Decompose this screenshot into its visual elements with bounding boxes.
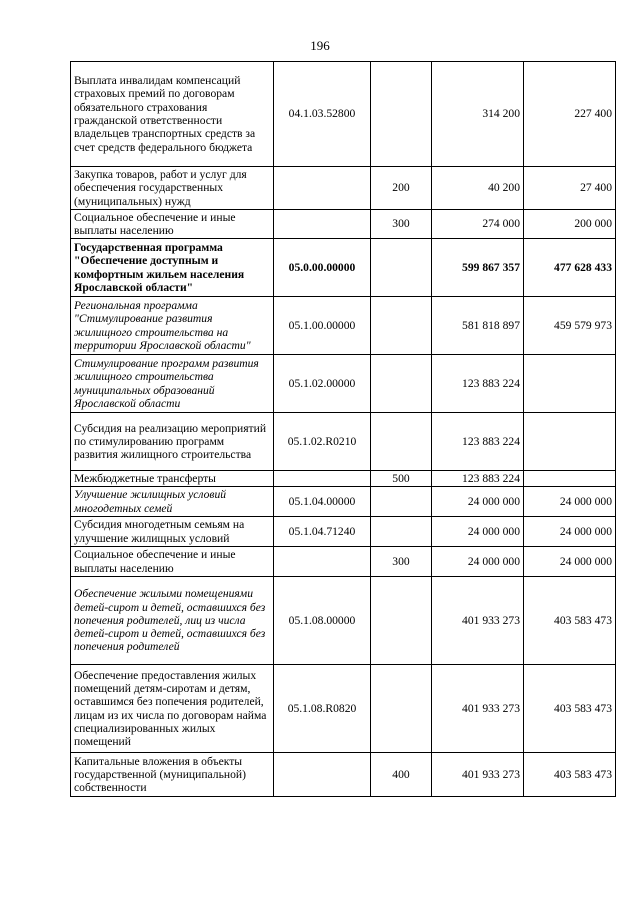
row-amount-year2-cell: [524, 471, 616, 487]
row-amount-year2-cell: 403 583 473: [524, 665, 616, 753]
row-name-cell: Выплата инвалидам компенсаций страховых премий по договорам обязательного страхования гражданской ответственности владельцев транспортных средств за счет средств федерального бюджета: [71, 62, 274, 167]
table-row: [71, 62, 616, 167]
table-row: [71, 577, 616, 665]
table-row: [71, 239, 616, 297]
table-row: [71, 753, 616, 797]
row-expense-type-cell: 400: [371, 753, 432, 797]
row-code-cell: 05.1.00.00000: [274, 297, 371, 355]
row-amount-year1-cell: 24 000 000: [432, 487, 524, 517]
row-amount-year2-cell: 24 000 000: [524, 547, 616, 577]
row-code-cell: [274, 753, 371, 797]
row-code-cell: 05.1.08.00000: [274, 577, 371, 665]
row-code-cell: 05.1.02.00000: [274, 355, 371, 413]
table-row: [71, 413, 616, 471]
row-expense-type-cell: [371, 62, 432, 167]
row-expense-type-cell: [371, 413, 432, 471]
row-name-cell: Социальное обеспечение и иные выплаты населению: [71, 547, 274, 577]
row-amount-year2-cell: 459 579 973: [524, 297, 616, 355]
row-amount-year1-cell: 24 000 000: [432, 547, 524, 577]
row-code-cell: 05.1.04.71240: [274, 517, 371, 547]
row-amount-year2-cell: 477 628 433: [524, 239, 616, 297]
row-code-cell: [274, 547, 371, 577]
row-amount-year2-cell: 403 583 473: [524, 753, 616, 797]
row-amount-year2-cell: [524, 355, 616, 413]
row-amount-year1-cell: 123 883 224: [432, 355, 524, 413]
table-row: [71, 487, 616, 517]
row-name-cell: Закупка товаров, работ и услуг для обеспечения государственных (муниципальных) нужд: [71, 167, 274, 210]
row-expense-type-cell: 300: [371, 210, 432, 239]
row-expense-type-cell: 300: [371, 547, 432, 577]
table-row: [71, 355, 616, 413]
row-amount-year1-cell: 123 883 224: [432, 471, 524, 487]
budget-table-body: [71, 62, 616, 797]
row-expense-type-cell: [371, 665, 432, 753]
row-expense-type-cell: [371, 239, 432, 297]
row-amount-year1-cell: 123 883 224: [432, 413, 524, 471]
row-expense-type-cell: [371, 577, 432, 665]
row-code-cell: 05.1.02.R0210: [274, 413, 371, 471]
row-code-cell: [274, 210, 371, 239]
table-row: [71, 167, 616, 210]
row-code-cell: [274, 471, 371, 487]
row-name-cell: Межбюджетные трансферты: [71, 471, 274, 487]
row-code-cell: 05.1.08.R0820: [274, 665, 371, 753]
table-row: [71, 210, 616, 239]
row-amount-year1-cell: 581 818 897: [432, 297, 524, 355]
row-name-cell: Обеспечение предоставления жилых помещений детям-сиротам и детям, оставшимся без попечения родителей, лицам из их числа по договорам найма специализированных жилых помещений: [71, 665, 274, 753]
table-row: [71, 297, 616, 355]
row-amount-year2-cell: 24 000 000: [524, 487, 616, 517]
row-code-cell: [274, 167, 371, 210]
row-expense-type-cell: [371, 355, 432, 413]
row-expense-type-cell: [371, 297, 432, 355]
row-code-cell: 05.1.04.00000: [274, 487, 371, 517]
row-expense-type-cell: [371, 517, 432, 547]
row-amount-year2-cell: 227 400: [524, 62, 616, 167]
row-amount-year2-cell: 27 400: [524, 167, 616, 210]
row-amount-year2-cell: [524, 413, 616, 471]
page-number: 196: [310, 38, 330, 53]
row-name-cell: Улучшение жилищных условий многодетных семей: [71, 487, 274, 517]
row-name-cell: Стимулирование программ развития жилищного строительства муниципальных образований Ярославской области: [71, 355, 274, 413]
row-amount-year1-cell: 40 200: [432, 167, 524, 210]
row-amount-year1-cell: 401 933 273: [432, 753, 524, 797]
row-amount-year1-cell: 599 867 357: [432, 239, 524, 297]
budget-table: [70, 61, 616, 797]
row-name-cell: Субсидия на реализацию мероприятий по стимулированию программ развития жилищного строительства: [71, 413, 274, 471]
row-amount-year1-cell: 401 933 273: [432, 665, 524, 753]
row-expense-type-cell: [371, 487, 432, 517]
row-code-cell: 04.1.03.52800: [274, 62, 371, 167]
row-name-cell: Субсидия многодетным семьям на улучшение жилищных условий: [71, 517, 274, 547]
row-name-cell: Обеспечение жилыми помещениями детей-сирот и детей, оставшихся без попечения родителей, лиц из числа детей-сирот и детей, оставшихся без попечения родителей: [71, 577, 274, 665]
table-row: [71, 547, 616, 577]
row-expense-type-cell: 500: [371, 471, 432, 487]
row-amount-year1-cell: 274 000: [432, 210, 524, 239]
row-code-cell: 05.0.00.00000: [274, 239, 371, 297]
table-row: [71, 471, 616, 487]
row-expense-type-cell: 200: [371, 167, 432, 210]
row-name-cell: Региональная программа "Стимулирование развития жилищного строительства на территории Ярославской области": [71, 297, 274, 355]
row-name-cell: Капитальные вложения в объекты государственной (муниципальной) собственности: [71, 753, 274, 797]
row-amount-year1-cell: 401 933 273: [432, 577, 524, 665]
row-amount-year2-cell: 403 583 473: [524, 577, 616, 665]
row-amount-year2-cell: 24 000 000: [524, 517, 616, 547]
table-row: [71, 517, 616, 547]
row-amount-year2-cell: 200 000: [524, 210, 616, 239]
row-amount-year1-cell: 24 000 000: [432, 517, 524, 547]
row-name-cell: Социальное обеспечение и иные выплаты населению: [71, 210, 274, 239]
row-name-cell: Государственная программа "Обеспечение доступным и комфортным жильем населения Ярославской области": [71, 239, 274, 297]
row-amount-year1-cell: 314 200: [432, 62, 524, 167]
table-row: [71, 665, 616, 753]
